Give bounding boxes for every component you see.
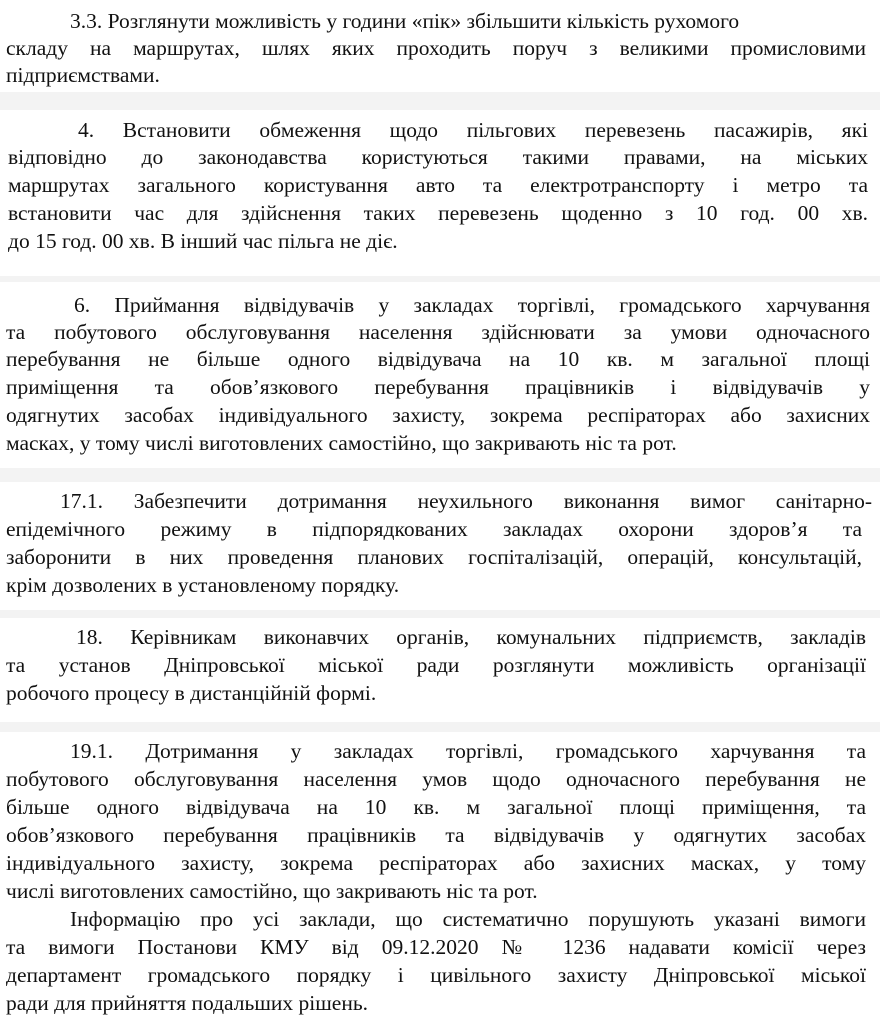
section-6-line-5: одягнутих засобах індивідуального захисту, зокрема респіраторах або захисних	[6, 403, 870, 427]
section-19-1-line-5: індивідуального захисту, зокрема респіраторах або захисних масках, у тому	[6, 851, 866, 875]
section-18	[0, 618, 880, 722]
section-4-line-5: до 15 год. 00 хв. В інший час пільга не діє.	[8, 229, 398, 253]
section-4-line-3: маршрутах загального користування авто та електротранспорту і метро та	[8, 173, 868, 197]
section-6-line-6: масках, у тому числі виготовлених самостійно, що закривають ніс та рот.	[6, 431, 677, 455]
section-17-1-line-2: епідемічного режиму в підпорядкованих закладах охорони здоров’я та	[6, 517, 862, 541]
section-4-line-2: відповідно до законодавства користуються такими правами, на міських	[8, 145, 868, 169]
section-3-3	[0, 0, 880, 92]
section-6-line-4: приміщення та обов’язкового перебування працівників і відвідувачів у	[6, 375, 870, 399]
section-18-line-3: робочого процесу в дистанційній формі.	[6, 681, 377, 705]
section-19-1-line-10: ради для прийняття подальших рішень.	[6, 991, 369, 1015]
section-19-1-line-6: числі виготовлених самостійно, що закривають ніс та рот.	[6, 879, 538, 903]
section-3-3-line-3: підприємствами.	[6, 63, 160, 87]
section-19-1-line-9: департамент громадського порядку і цивільного захисту Дніпровської міської	[6, 963, 866, 987]
section-19-1-line-2: побутового обслуговування населення умов щодо одночасного перебування не	[6, 767, 866, 791]
section-3-3-line-1: 3.3. Розглянути можливість у години «пік» збільшити кількість рухомого	[70, 9, 740, 33]
section-19-1-line-8: та вимоги Постанови КМУ від 09.12.2020 № 1236 надавати комісії через	[6, 935, 866, 959]
section-6	[0, 282, 880, 468]
section-4-line-1: 4. Встановити обмеження щодо пільгових перевезень пасажирів, які	[78, 118, 868, 142]
section-4-line-4: встановити час для здійснення таких перевезень щоденно з 10 год. 00 хв.	[8, 201, 868, 225]
section-3-3-line-2: складу на маршрутах, шлях яких проходить поруч з великими промисловими	[6, 36, 866, 60]
section-17-1-line-1: 17.1. Забезпечити дотримання неухильного виконання вимог санітарно-	[60, 489, 872, 513]
section-4	[0, 110, 880, 276]
section-19-1-line-1: 19.1. Дотримання у закладах торгівлі, громадського харчування та	[70, 739, 866, 763]
section-17-1-line-4: крім дозволених в установленому порядку.	[6, 573, 400, 597]
section-17-1	[0, 482, 880, 610]
section-19-1	[0, 732, 880, 1021]
section-6-line-1: 6. Приймання відвідувачів у закладах торгівлі, громадського харчування	[74, 293, 870, 317]
section-18-line-1: 18. Керівникам виконавчих органів, комунальних підприємств, закладів	[76, 625, 866, 649]
section-19-1-line-3: більше одного відвідувача на 10 кв. м загальної площі приміщення, та	[6, 795, 866, 819]
section-19-1-line-4: обов’язкового перебування працівників та відвідувачів у одягнутих засобах	[6, 823, 866, 847]
section-19-1-line-7: Інформацію про усі заклади, що систематично порушують указані вимоги	[70, 907, 866, 931]
section-6-line-3: перебування не більше одного відвідувача на 10 кв. м загальної площі	[6, 347, 870, 371]
section-18-line-2: та установ Дніпровської міської ради розглянути можливість організації	[6, 653, 866, 677]
section-17-1-line-3: заборонити в них проведення планових госпіталізацій, операцій, консультацій,	[6, 545, 862, 569]
section-6-line-2: та побутового обслуговування населення здійснювати за умови одночасного	[6, 320, 870, 344]
